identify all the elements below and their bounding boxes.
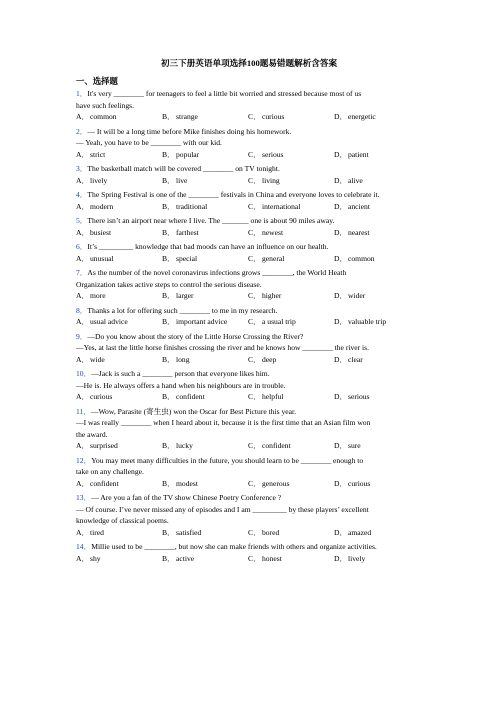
option-text: modern (90, 201, 114, 211)
answer-option (248, 175, 334, 187)
option-letter: B． (162, 227, 175, 237)
question-item (76, 241, 422, 267)
option-letter: D． (334, 149, 348, 159)
answer-option (334, 478, 420, 490)
option-letter: D． (334, 201, 348, 211)
option-text: bored (262, 527, 280, 537)
answer-option (162, 201, 248, 213)
question-text: 1．It's very ________ for teenagers to feel a little bit worried and stressed because most of us (76, 89, 362, 98)
question-list (76, 88, 496, 567)
answer-option (334, 290, 420, 302)
answer-option (334, 391, 420, 403)
option-letter: A． (76, 354, 90, 364)
option-text: nearest (348, 227, 370, 237)
question-text: 3．The basketball match will be covered ________ on TV tonight. (76, 164, 280, 173)
answer-option (162, 440, 248, 452)
option-letter: A． (76, 527, 90, 537)
option-letter: C． (248, 201, 261, 211)
answer-option (76, 478, 162, 490)
option-letter: D． (334, 253, 348, 263)
option-letter: A． (76, 291, 90, 300)
answer-option (162, 391, 248, 403)
question-item (76, 305, 422, 331)
question-item (76, 88, 422, 126)
option-letter: C． (248, 112, 261, 121)
answer-option (162, 527, 248, 539)
answer-option (248, 316, 334, 328)
option-text: busiest (90, 227, 112, 237)
question-text: —I was really ________ when I heard about it, because it is the first time that an Asian film won (76, 418, 371, 427)
option-letter: A． (76, 478, 90, 488)
question-text: 11．—Wow, Parasite (寄生虫) won the Oscar for Best Picture this year. (76, 406, 297, 416)
question-text: 8．Thanks a lot for offering such ________ to me in my research. (76, 305, 278, 315)
option-text: satisfied (176, 527, 202, 537)
option-text: active (176, 553, 195, 563)
option-text: lively (90, 175, 108, 185)
question-text: 7．As the number of the novel coronavirus infections grows ________, the World Heath (76, 268, 347, 277)
question-number: 7． (76, 268, 88, 277)
answer-option (248, 201, 334, 213)
answer-option (334, 201, 420, 213)
option-letter: B． (162, 317, 175, 326)
answer-option (76, 253, 162, 265)
option-text: wider (348, 291, 366, 300)
question-text: — Yeah, you have to be ________ with our kid. (76, 138, 222, 147)
option-letter: B． (162, 441, 175, 450)
option-letter: D． (334, 227, 348, 237)
option-letter: B． (162, 149, 175, 159)
question-text: 5．There isn’t an airport near where I live. The _______ one is about 90 miles away. (76, 216, 335, 225)
option-text: usual advice (90, 317, 128, 326)
answer-option (248, 227, 334, 239)
question-text: 12．You may meet many difficulties in the future, you should learn to be ________ enough to (76, 455, 364, 465)
question-text: —He is. He always offers a hand when his neighbours are in trouble. (76, 380, 286, 390)
answer-options (76, 354, 422, 366)
option-text: a usual trip (262, 317, 296, 326)
option-text: curious (348, 478, 371, 488)
answer-option (76, 354, 162, 366)
option-letter: D． (334, 112, 348, 121)
option-letter: B． (162, 392, 175, 401)
answer-option (76, 391, 162, 403)
option-text: living (262, 175, 280, 185)
option-letter: A． (76, 201, 90, 211)
option-text: common (90, 112, 117, 121)
option-letter: B． (162, 253, 175, 263)
question-item (76, 455, 422, 493)
question-number: 10． (76, 369, 92, 378)
answer-option (334, 354, 420, 366)
answer-options (76, 391, 422, 403)
question-number: 6． (76, 242, 88, 251)
option-letter: C． (248, 354, 261, 364)
option-text: live (176, 175, 188, 185)
option-letter: C． (248, 253, 261, 263)
answer-option (162, 316, 248, 328)
option-letter: B． (162, 553, 175, 563)
answer-option (76, 316, 162, 328)
question-number: 9． (76, 331, 88, 341)
option-letter: A． (76, 317, 90, 326)
answer-option (76, 111, 162, 123)
answer-option (76, 227, 162, 239)
question-item (76, 267, 422, 305)
option-letter: D． (334, 291, 348, 300)
answer-option (334, 175, 420, 187)
question-number: 5． (76, 216, 88, 225)
option-letter: B． (162, 175, 175, 185)
question-text: 2．— It will be a long time before Mike finishes doing his homework. (76, 126, 292, 136)
question-number: 2． (76, 126, 88, 136)
option-letter: B． (162, 201, 175, 211)
option-text: lucky (176, 441, 193, 450)
option-text: wide (90, 354, 105, 364)
option-text: international (262, 201, 301, 211)
question-item (76, 215, 422, 241)
question-item (76, 368, 422, 406)
option-letter: D． (334, 441, 348, 450)
option-text: amazed (348, 527, 372, 537)
option-letter: A． (76, 227, 90, 237)
option-text: special (176, 253, 198, 263)
option-text: curious (262, 112, 285, 121)
answer-option (162, 149, 248, 161)
option-text: newest (262, 227, 284, 237)
answer-option (76, 290, 162, 302)
answer-option (248, 111, 334, 123)
answer-option (248, 253, 334, 265)
question-text: — Of course. I’ve never missed any of episodes and I am _________ by these players’ excellent (76, 504, 369, 514)
answer-options (76, 553, 422, 565)
question-text: Organization takes active steps to control the serious disease. (76, 279, 262, 289)
option-text: tired (90, 527, 104, 537)
option-text: honest (262, 553, 282, 563)
option-text: general (262, 253, 285, 263)
option-text: strange (176, 112, 198, 121)
answer-option (76, 440, 162, 452)
question-text: have such feelings. (76, 100, 134, 110)
answer-option (248, 290, 334, 302)
answer-option (334, 227, 420, 239)
answer-option (334, 253, 420, 265)
option-text: higher (262, 291, 282, 300)
answer-option (334, 111, 420, 123)
option-text: confident (90, 478, 119, 488)
option-text: generous (262, 478, 290, 488)
option-letter: C． (248, 553, 261, 563)
option-text: common (348, 253, 375, 263)
option-text: important advice (176, 317, 228, 326)
option-text: sure (348, 441, 361, 450)
answer-option (76, 201, 162, 213)
question-number: 4． (76, 190, 88, 199)
option-letter: D． (334, 175, 348, 185)
option-text: shy (90, 553, 101, 563)
question-text: 13．— Are you a fan of the TV show Chinese Poetry Conference ? (76, 493, 282, 502)
question-text: take on any challenge. (76, 467, 144, 476)
option-text: serious (348, 392, 370, 401)
option-text: valuable trip (348, 317, 387, 326)
option-letter: B． (162, 354, 175, 364)
question-item (76, 189, 422, 215)
option-text: lively (348, 553, 366, 563)
question-text: 4．The Spring Festival is one of the ________ festivals in China and everyone loves to celebrate it. (76, 190, 380, 199)
option-text: clear (348, 354, 363, 364)
option-letter: C． (248, 317, 261, 326)
answer-option (162, 354, 248, 366)
answer-option (76, 527, 162, 539)
answer-option (248, 527, 334, 539)
document-title: 初三下册英语单项选择100题易错题解析含答案 (160, 58, 338, 68)
question-text: —Yes, at last the little horse finishes crossing the river and he knows how ________ the river is. (76, 343, 370, 352)
option-text: helpful (262, 392, 284, 401)
option-letter: A． (76, 441, 90, 450)
option-text: popular (176, 149, 200, 159)
option-text: more (90, 291, 106, 300)
question-text: 9．—Do you know about the story of the Little Horse Crossing the River? (76, 331, 304, 341)
option-letter: A． (76, 253, 90, 263)
option-text: energetic (348, 112, 376, 121)
answer-option (248, 440, 334, 452)
question-number: 8． (76, 305, 88, 315)
option-letter: D． (334, 478, 348, 488)
option-letter: C． (248, 149, 261, 159)
option-letter: B． (162, 112, 175, 121)
option-text: long (176, 354, 190, 364)
answer-option (76, 175, 162, 187)
option-letter: C． (248, 441, 261, 450)
option-text: surprised (90, 441, 118, 450)
option-letter: D． (334, 527, 348, 537)
question-text: the award. (76, 429, 108, 439)
answer-option (248, 478, 334, 490)
question-number: 14． (76, 542, 92, 551)
question-number: 3． (76, 164, 88, 173)
question-item (76, 126, 422, 164)
answer-options (76, 227, 422, 239)
answer-option (162, 253, 248, 265)
option-text: traditional (176, 201, 208, 211)
answer-option (76, 149, 162, 161)
answer-options (76, 175, 422, 187)
question-item (76, 541, 422, 567)
answer-option (334, 316, 420, 328)
answer-option (334, 527, 420, 539)
question-text: 14．Millie used to be ________, but now she can make friends with others and organize activities. (76, 542, 377, 551)
answer-option (248, 553, 334, 565)
option-letter: A． (76, 112, 90, 121)
answer-option (248, 354, 334, 366)
question-item (76, 331, 422, 369)
question-item (76, 492, 422, 541)
option-letter: A． (76, 175, 90, 185)
answer-option (248, 149, 334, 161)
answer-option (162, 175, 248, 187)
option-letter: D． (334, 317, 348, 326)
answer-option (162, 553, 248, 565)
answer-options (76, 478, 422, 490)
option-text: curious (90, 392, 113, 401)
question-text: 10．—Jack is such a ________ person that everyone likes him. (76, 369, 270, 378)
option-letter: D． (334, 354, 348, 364)
option-letter: B． (162, 478, 175, 488)
answer-options (76, 440, 422, 452)
option-text: serious (262, 149, 284, 159)
answer-option (162, 478, 248, 490)
answer-options (76, 111, 422, 123)
answer-options (76, 316, 422, 328)
option-text: modest (176, 478, 198, 488)
option-letter: B． (162, 291, 175, 300)
question-number: 1． (76, 89, 88, 98)
question-item (76, 163, 422, 189)
answer-option (76, 553, 162, 565)
question-number: 13． (76, 493, 92, 502)
answer-options (76, 149, 422, 161)
option-letter: C． (248, 392, 261, 401)
answer-options (76, 201, 422, 213)
answer-option (334, 553, 420, 565)
option-text: alive (348, 175, 363, 185)
option-letter: C． (248, 527, 261, 537)
option-text: deep (262, 354, 277, 364)
option-letter: C． (248, 291, 261, 300)
option-letter: A． (76, 392, 90, 401)
option-text: strict (90, 149, 106, 159)
option-text: confident (262, 441, 291, 450)
question-text: knowledge of classical poems. (76, 516, 169, 525)
answer-options (76, 253, 422, 265)
option-text: farthest (176, 227, 199, 237)
option-letter: D． (334, 553, 348, 563)
option-letter: D． (334, 392, 348, 401)
question-number: 11． (76, 406, 91, 416)
answer-options (76, 527, 422, 539)
option-letter: A． (76, 553, 90, 563)
question-item (76, 406, 422, 455)
option-text: patient (348, 149, 369, 159)
option-letter: B． (162, 527, 175, 537)
question-text: 6．It’s _________ knowledge that bad moods can have an influence on our health. (76, 242, 329, 251)
option-letter: C． (248, 175, 261, 185)
option-text: larger (176, 291, 194, 300)
answer-option (334, 149, 420, 161)
option-letter: C． (248, 227, 261, 237)
answer-option (162, 290, 248, 302)
question-number: 12． (76, 455, 92, 465)
option-text: confident (176, 392, 205, 401)
option-letter: A． (76, 149, 90, 159)
section-heading: 一、选择题 (76, 76, 118, 86)
answer-option (334, 440, 420, 452)
option-letter: C． (248, 478, 261, 488)
answer-option (248, 391, 334, 403)
answer-options (76, 290, 422, 302)
option-text: ancient (348, 201, 370, 211)
answer-option (162, 227, 248, 239)
answer-option (162, 111, 248, 123)
option-text: unusual (90, 253, 114, 263)
